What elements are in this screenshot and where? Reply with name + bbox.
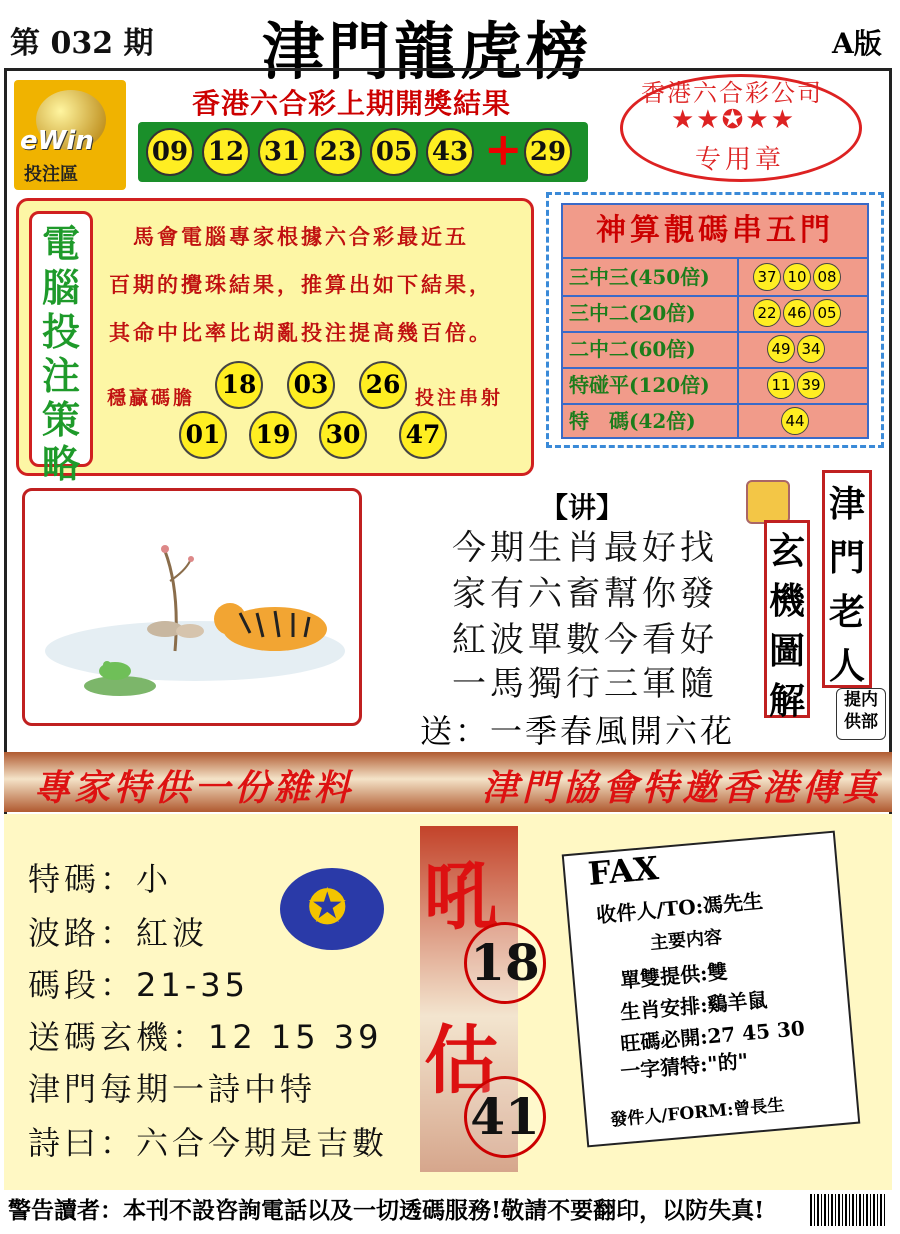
row-ball: 22	[753, 299, 781, 327]
tip-line: 特碼：小	[28, 860, 173, 898]
tab-char: 圖	[768, 630, 805, 672]
table-row	[563, 403, 867, 439]
tip-line: 送碼玄機：12 15 39	[28, 1018, 383, 1056]
ewin-logo	[14, 80, 126, 190]
emblem-icon: ✪	[280, 868, 384, 950]
row-label: 三中三(450倍)	[569, 265, 710, 289]
five-door-title: 神算靚碼串五門	[563, 205, 867, 259]
logo-brand: eWin	[20, 126, 94, 156]
strategy-left-label: 穩贏碼膽	[107, 387, 196, 409]
result-ball: 12	[202, 128, 250, 176]
fax-line: 單雙提供:雙	[619, 959, 729, 993]
results-bar	[138, 122, 588, 182]
internal-note	[836, 688, 886, 740]
fax-line: 生肖安排:鷄羊鼠	[619, 987, 769, 1025]
fist-icon	[746, 480, 790, 524]
tab-char: 注	[41, 353, 80, 398]
banner-left: 專家特供一份雜料	[34, 767, 355, 809]
hou-panel	[420, 826, 540, 1172]
row-ball: 37	[753, 263, 781, 291]
company-stamp	[620, 74, 862, 182]
edition-label: A版	[832, 27, 882, 60]
barcode-icon	[810, 1194, 886, 1226]
tab-char: 策	[41, 397, 80, 442]
stamp-stars: ★★✪★★	[671, 105, 797, 135]
table-row	[563, 259, 867, 297]
row-ball: 39	[797, 371, 825, 399]
tab-char: 解	[768, 680, 805, 722]
tip-line: 碼段：21-35	[28, 966, 249, 1004]
poem-line: 一馬獨行三軍隨	[452, 664, 718, 704]
strategy-ball: 47	[399, 411, 447, 459]
banner	[4, 752, 892, 812]
logo-sub: 投注區	[24, 164, 78, 185]
results-title: 香港六合彩上期開獎結果	[192, 87, 512, 120]
note-line: 提内	[844, 690, 878, 710]
five-door-panel	[546, 192, 884, 448]
tab-char: 人	[828, 645, 865, 687]
strategy-ball: 01	[179, 411, 227, 459]
page-title: 津門龍虎榜	[262, 15, 593, 88]
fax-to: 收件人/TO:馮先生	[595, 888, 764, 928]
strategy-text: 馬會電腦專家根據六合彩最近五	[133, 224, 469, 249]
fax-main: 主要内容	[649, 926, 723, 955]
hou-number: 41	[464, 1076, 546, 1158]
row-ball: 34	[797, 335, 825, 363]
stamp-top-text: 香港六合彩公司	[641, 79, 823, 107]
illustration-image	[25, 491, 359, 723]
strategy-right-label: 投注串射	[415, 387, 504, 409]
tab-char: 電	[41, 221, 80, 266]
hou-number: 18	[464, 922, 546, 1004]
strategy-ball: 18	[215, 361, 263, 409]
row-ball: 10	[783, 263, 811, 291]
stamp-bottom-text: 专用章	[695, 145, 786, 175]
tab-char: 腦	[41, 265, 80, 310]
plus-sign: +	[484, 122, 523, 176]
strategy-box	[16, 198, 534, 486]
fax-line: 旺碼必開:27 45 30	[619, 1015, 806, 1057]
strategy-ball: 30	[319, 411, 367, 459]
row-ball: 49	[767, 335, 795, 363]
result-ball: 05	[370, 128, 418, 176]
row-label: 特 碼(42倍)	[569, 409, 696, 433]
table-row	[563, 295, 867, 333]
row-ball: 44	[781, 407, 809, 435]
row-label: 二中二(60倍)	[569, 337, 696, 361]
strategy-ball: 19	[249, 411, 297, 459]
banner-right: 津門協會特邀香港傳真	[482, 767, 883, 809]
tab-char: 老	[828, 591, 865, 633]
tab-char: 機	[768, 580, 805, 622]
tip-line: 詩曰：六合今期是吉數	[28, 1124, 389, 1162]
tip-line: 波路：紅波	[28, 914, 209, 952]
fax-line: 一字猜特:"的"	[619, 1048, 750, 1084]
hou-char: 估	[424, 1018, 498, 1104]
tip-line: 津門每期一詩中特	[28, 1070, 317, 1108]
strategy-tab	[29, 211, 93, 486]
row-ball: 05	[813, 299, 841, 327]
tab-char: 略	[41, 441, 80, 486]
tiger-frog-illustration	[22, 488, 362, 726]
result-ball: 43	[426, 128, 474, 176]
note-line: 供部	[844, 712, 878, 732]
result-ball: 23	[314, 128, 362, 176]
tab-char: 門	[828, 537, 865, 579]
row-ball: 46	[783, 299, 811, 327]
row-label: 三中二(20倍)	[569, 301, 696, 325]
poem-gift: 送：一季春風開六花	[420, 712, 736, 750]
footer-warning: 警告讀者：本刊不設咨詢電話以及一切透碼服務!敬請不要翻印，以防失真!	[8, 1197, 765, 1224]
row-ball: 08	[813, 263, 841, 291]
result-ball: 31	[258, 128, 306, 176]
xuanji-tab	[764, 520, 810, 722]
row-ball: 11	[767, 371, 795, 399]
poem-heading: 【讲】	[540, 491, 625, 524]
strategy-text: 其命中比率比胡亂投注提高幾百倍。	[109, 320, 493, 345]
poem-line: 家有六畜幫你發	[452, 574, 718, 614]
table-row	[563, 367, 867, 405]
strategy-text: 百期的攪珠結果，推算出如下結果，	[109, 272, 493, 297]
fax-title: FAX	[586, 849, 661, 893]
fax-scroll	[540, 822, 870, 1172]
strategy-ball: 03	[287, 361, 335, 409]
issue-number: 第 032 期	[10, 26, 154, 61]
five-door-table	[561, 203, 869, 439]
poem-line: 今期生肖最好找	[452, 528, 718, 568]
poem-line: 紅波單數今看好	[452, 620, 718, 660]
result-ball: 09	[146, 128, 194, 176]
fax-from: 發件人/FORM:曾長生	[609, 1095, 786, 1131]
strategy-ball: 26	[359, 361, 407, 409]
laoren-tab	[822, 470, 872, 688]
tab-char: 投	[41, 309, 80, 354]
table-row	[563, 331, 867, 369]
special-ball: 29	[524, 128, 572, 176]
row-label: 特碰平(120倍)	[569, 373, 710, 397]
tab-char: 玄	[768, 530, 805, 572]
hou-char: 吼	[424, 854, 498, 940]
tab-char: 津	[828, 483, 865, 525]
